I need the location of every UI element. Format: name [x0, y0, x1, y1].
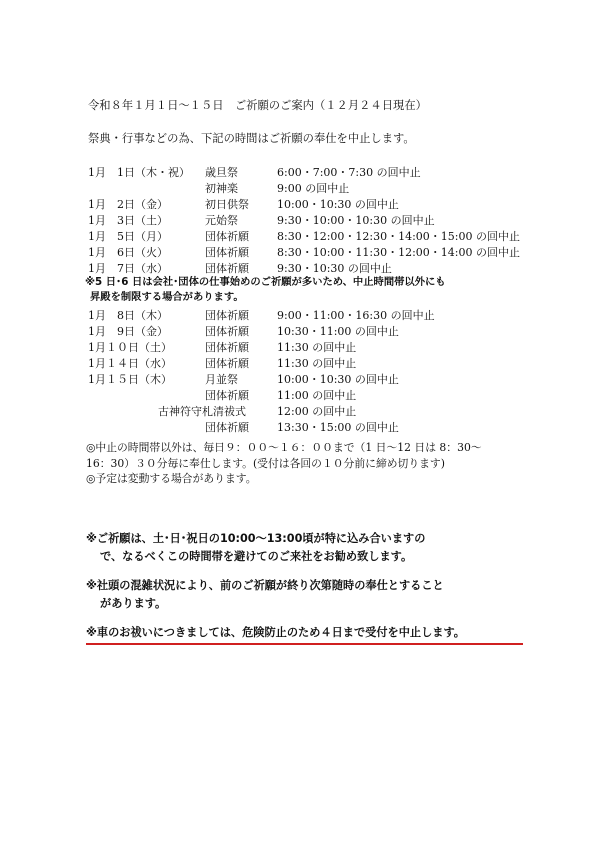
schedule-time: 10:00・10:30 の回中止	[277, 373, 399, 386]
red-underline	[86, 643, 523, 645]
schedule-date: 1月 2日（金）	[88, 198, 168, 211]
schedule-time: 9:30・10:30 の回中止	[277, 262, 392, 275]
schedule-row	[88, 213, 558, 229]
schedule-event: 団体祈願	[205, 325, 249, 338]
schedule-row	[88, 372, 558, 388]
notes-line-2: 16：30）３０分毎に奉仕します。(受付は各回の１０分前に締め切ります)	[86, 456, 445, 470]
schedule-time: 11:30 の回中止	[277, 357, 357, 370]
notes-line-1: ◎中止の時間帯以外は、毎日９：００～１６：００まで（1 日～12 日は 8：30～	[86, 441, 482, 454]
schedule-time: 12:00 の回中止	[277, 405, 357, 418]
schedule-event: 団体祈願	[205, 262, 249, 275]
schedule-row	[88, 165, 558, 181]
schedule-event: 元始祭	[205, 214, 238, 227]
schedule-date: 1月 1日（木・祝）	[88, 166, 190, 179]
notes-line-3: ◎予定は変動する場合があります。	[86, 472, 257, 485]
schedule-date: 1月１４日（水）	[88, 357, 172, 370]
schedule-row	[88, 308, 558, 324]
schedule-event: 団体祈願	[205, 309, 249, 322]
schedule-time: 10:30・11:00 の回中止	[277, 325, 399, 338]
warning-line-2: 昇殿を制限する場合があります。	[90, 290, 244, 303]
schedule-event: 団体祈願	[205, 246, 249, 259]
crowd-note-line-2: で、なるべくこの時間帯を避けてのご来社をお勧め致します。	[100, 550, 413, 563]
schedule-time: 8:30・12:00・12:30・14:00・15:00 の回中止	[277, 230, 520, 243]
schedule-row	[88, 420, 558, 436]
schedule-event: 古神符守札清祓式	[158, 405, 246, 418]
warning-line-1: ※5 日･6 日は会社･団体の仕事始めのご祈願が多いため、中止時間帯以外にも	[85, 276, 446, 288]
status-note	[86, 577, 526, 613]
schedule-event: 団体祈願	[205, 389, 249, 402]
status-note-line-2: があります。	[100, 597, 167, 610]
schedule-row	[88, 340, 558, 356]
notes-block	[86, 440, 526, 487]
schedule-date: 1月１５日（木）	[88, 373, 172, 386]
schedule-time: 10:00・10:30 の回中止	[277, 198, 399, 211]
page-title: 令和８年１月１日～１５日 ご祈願のご案内（１２月２４日現在）	[88, 99, 427, 112]
schedule-event: 初日供祭	[205, 198, 249, 211]
schedule-time: 11:30 の回中止	[277, 341, 357, 354]
schedule-event: 団体祈願	[205, 341, 249, 354]
schedule-date: 1月 8日（木）	[88, 309, 168, 322]
schedule-time: 8:30・10:00・11:30・12:00・14:00 の回中止	[277, 246, 520, 259]
schedule-date: 1月 6日（火）	[88, 246, 168, 259]
schedule-date: 1月 3日（土）	[88, 214, 168, 227]
schedule-time: 9:00 の回中止	[277, 182, 350, 195]
schedule-event: 団体祈願	[205, 357, 249, 370]
schedule-row	[88, 181, 558, 197]
status-note-line-1: ※社頭の混雑状況により、前のご祈願が終り次第随時の奉仕とすること	[86, 579, 444, 592]
schedule-time: 11:00 の回中止	[277, 389, 357, 402]
schedule-date: 1月 5日（月）	[88, 230, 168, 243]
intro-text: 祭典・行事などの為、下記の時間はご祈願の奉仕を中止します。	[88, 132, 415, 145]
schedule-date: 1月 7日（水）	[88, 262, 168, 275]
schedule-event: 団体祈願	[205, 230, 249, 243]
schedule-row	[88, 245, 558, 261]
schedule-time: 13:30・15:00 の回中止	[277, 421, 399, 434]
schedule-time: 9:30・10:00・10:30 の回中止	[277, 214, 435, 227]
schedule-event: 歳旦祭	[205, 166, 238, 179]
schedule-table-a	[88, 165, 558, 277]
schedule-date: 1月１０日（土）	[88, 341, 172, 354]
car-note	[86, 624, 526, 642]
schedule-time: 9:00・11:00・16:30 の回中止	[277, 309, 435, 322]
schedule-time: 6:00・7:00・7:30 の回中止	[277, 166, 421, 179]
crowd-note-line-1: ※ご祈願は、土･日･祝日の10:00～13:00頃が特に込み合いますの	[86, 532, 426, 545]
schedule-event: 初神楽	[205, 182, 238, 195]
schedule-row	[88, 404, 558, 420]
schedule-row	[88, 324, 558, 340]
car-note-line: ※車のお祓いにつきましては、危険防止のため４日まで受付を中止します。	[86, 626, 465, 639]
schedule-event: 団体祈願	[205, 421, 249, 434]
schedule-row	[88, 388, 558, 404]
schedule-row	[88, 356, 558, 372]
schedule-event: 月並祭	[205, 373, 238, 386]
schedule-row	[88, 197, 558, 213]
schedule-table-b	[88, 308, 558, 436]
warning-note	[85, 275, 525, 304]
schedule-date: 1月 9日（金）	[88, 325, 168, 338]
schedule-row	[88, 229, 558, 245]
crowd-note	[86, 530, 526, 566]
